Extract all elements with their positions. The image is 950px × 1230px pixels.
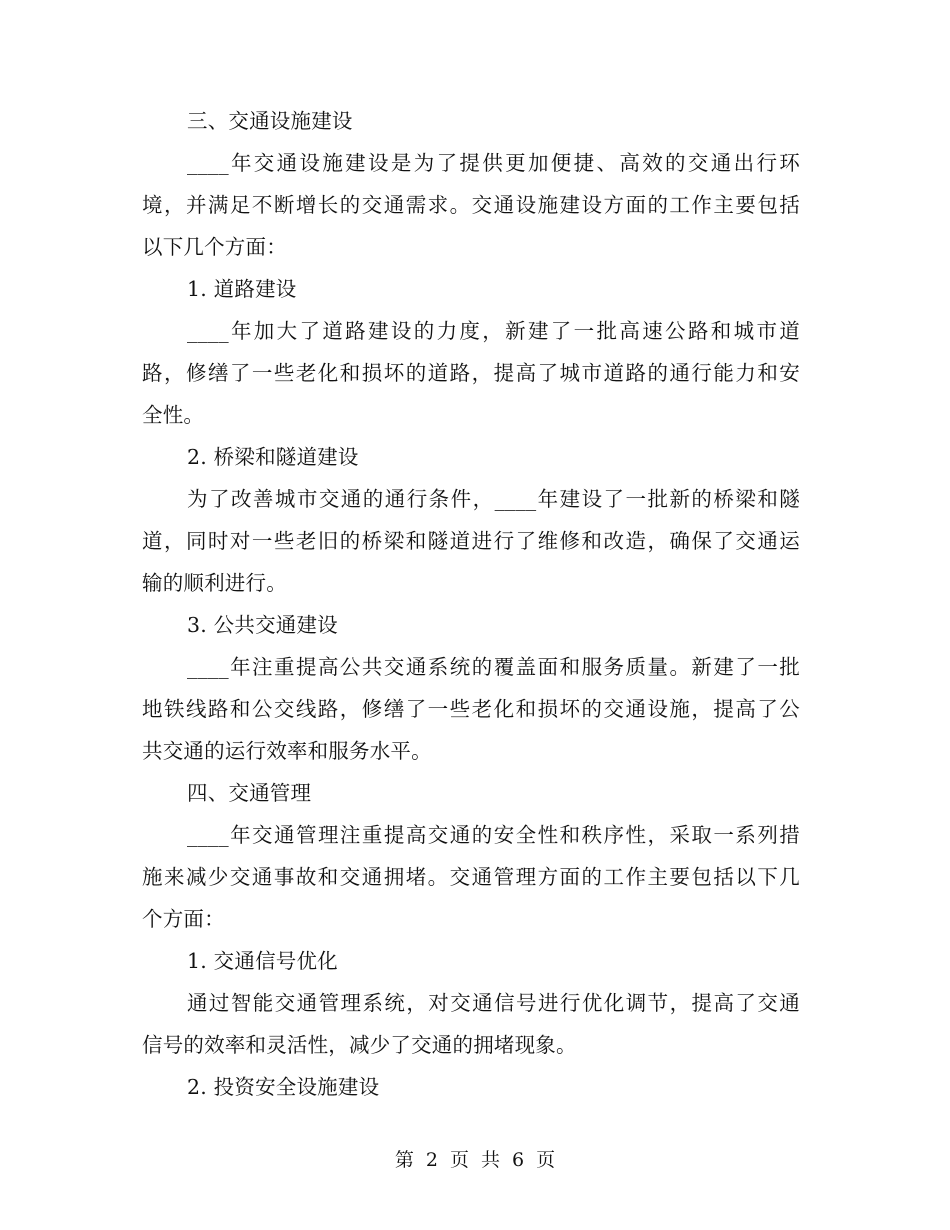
text-line: 1. 交通信号优化 [187,949,338,973]
text-line: 信号的效率和灵活性，减少了交通的拥堵现象。 [142,1033,577,1057]
text-line: 道，同时对一些老旧的桥梁和隧道进行了维修和改造，确保了交通运 [142,529,800,553]
text-line: 地铁线路和公交线路，修缮了一些老化和损坏的交通设施，提高了公 [142,697,800,721]
text-line: 输的顺利进行。 [142,571,287,595]
text-line: 3. 公共交通建设 [187,613,338,637]
page-footer: 第 2 页 共 6 页 [394,1149,556,1171]
text-line: 共交通的运行效率和服务水平。 [142,739,432,763]
text-line: 全性。 [142,403,205,427]
text-line: 通过智能交通管理系统，对交通信号进行优化调节，提高了交通 [187,991,800,1015]
text-line: 2. 桥梁和隧道建设 [187,445,359,469]
text-line: 施来减少交通事故和交通拥堵。交通管理方面的工作主要包括以下几 [142,865,800,889]
text-line: 境，并满足不断增长的交通需求。交通设施建设方面的工作主要包括 [142,193,800,217]
text-line: 三、交通设施建设 [187,109,353,133]
text-line: 路，修缮了一些老化和损坏的道路，提高了城市道路的通行能力和安 [142,361,800,385]
text-line: 以下几个方面： [142,235,287,259]
text-line: 为了改善城市交通的通行条件，____年建设了一批新的桥梁和隧 [187,487,800,511]
text-line: 个方面： [142,907,225,931]
text-line: 2. 投资安全设施建设 [187,1075,380,1099]
text-line: 1. 道路建设 [187,277,297,301]
document-body [142,100,800,1108]
text-line: ____年交通设施建设是为了提供更加便捷、高效的交通出行环 [187,151,800,175]
text-line: ____年注重提高公共交通系统的覆盖面和服务质量。新建了一批 [187,655,800,679]
text-line: ____年交通管理注重提高交通的安全性和秩序性，采取一系列措 [187,823,800,847]
text-line: ____年加大了道路建设的力度，新建了一批高速公路和城市道 [187,319,800,343]
text-line: 四、交通管理 [187,781,312,805]
